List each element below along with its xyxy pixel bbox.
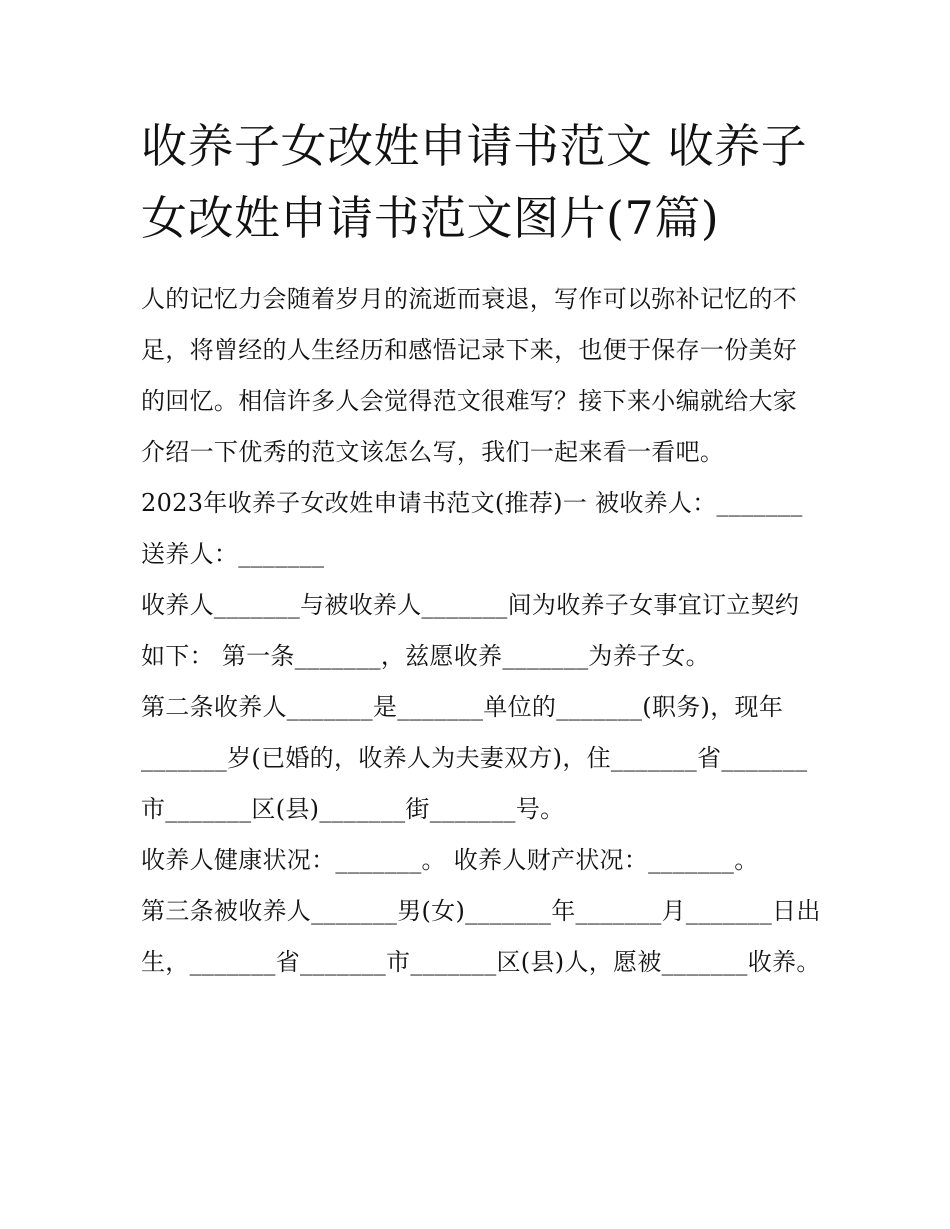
document-body <box>141 274 821 988</box>
article-three-paragraph: 第三条被收养人_______男(女)_______年_______月_______日出生，_______省_______市_______区(县)人，愿被_______收养。 <box>141 897 821 976</box>
document-title: 收养子女改姓申请书范文 收养子女改姓申请书范文图片(7篇) <box>141 119 808 245</box>
status-paragraph: 收养人健康状况：_______。 收养人财产状况：_______。 <box>141 846 759 874</box>
document-page <box>141 110 821 988</box>
section-heading-paragraph: 2023年收养子女改姓申请书范文(推荐)一 被收养人：_______ 送养人：_______ <box>141 489 803 568</box>
intro-paragraph: 人的记忆力会随着岁月的流逝而衰退，写作可以弥补记忆的不足，将曾经的人生经历和感悟记录下来，也便于保存一份美好的回忆。相信许多人会觉得范文很难写？接下来小编就给大家介绍一下优秀的范文该怎么写，我们一起来看一看吧。 <box>141 285 798 466</box>
article-two-paragraph: 第二条收养人_______是_______单位的_______(职务)，现年_______岁(已婚的，收养人为夫妻双方)，住_______省_______市_______区(县)_______街_______号。 <box>141 693 808 823</box>
agreement-paragraph: 收养人_______与被收养人_______间为收养子女事宜订立契约如下： 第一条_______，兹愿收养_______为养子女。 <box>141 591 800 670</box>
